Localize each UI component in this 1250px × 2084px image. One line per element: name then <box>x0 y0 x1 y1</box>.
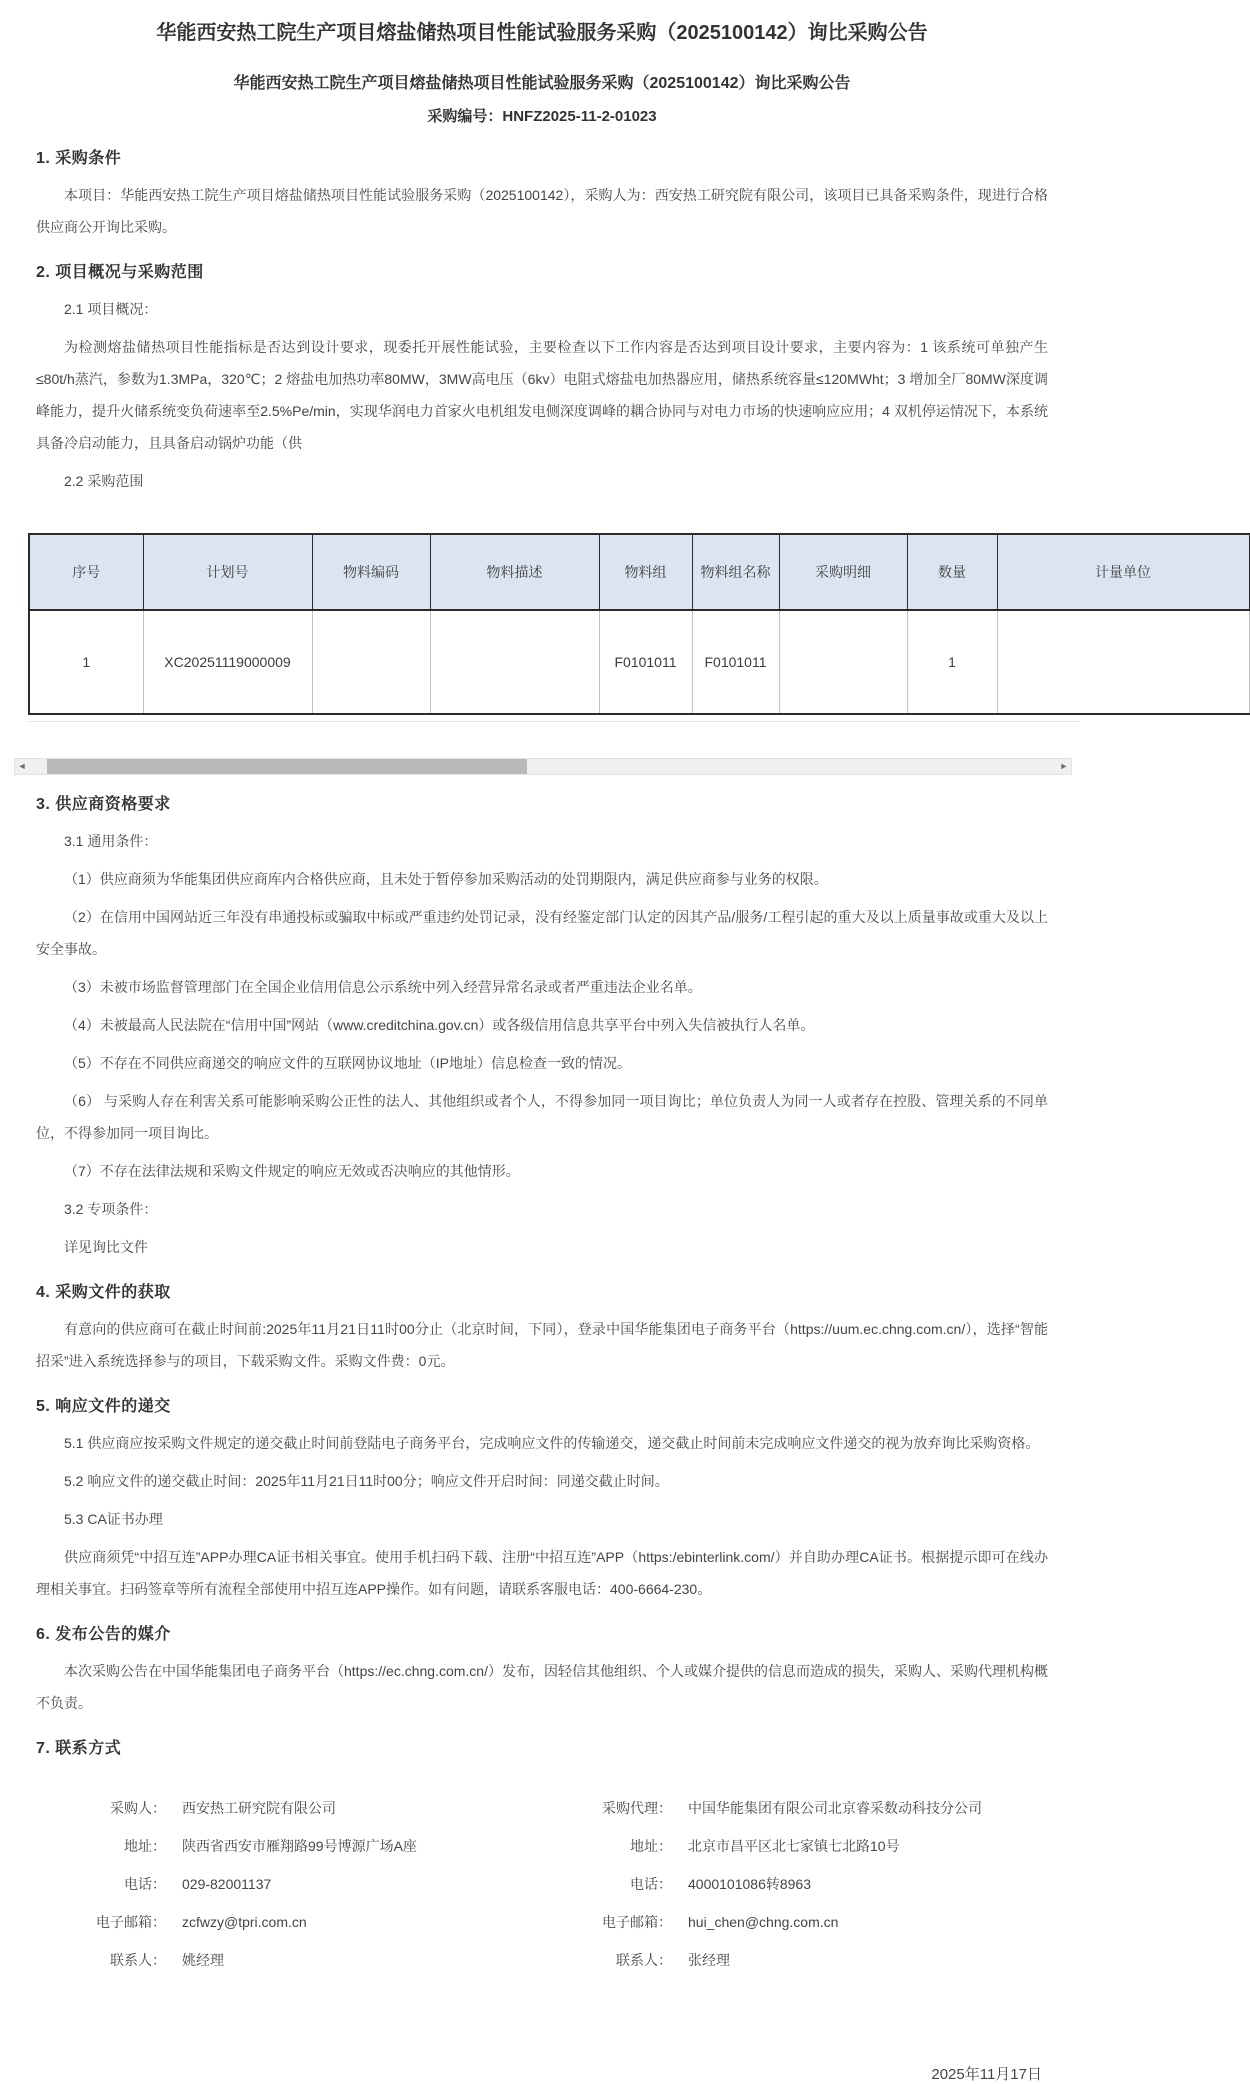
section3-sub1: 3.1 通用条件： <box>64 833 158 849</box>
agent-email-label: 电子邮箱： <box>602 1914 672 1930</box>
section3-sub2: 3.2 专项条件： <box>64 1201 158 1217</box>
contact-row-agent-phone <box>542 1865 1048 1903</box>
cell-unit <box>997 610 1249 714</box>
buyer-value: 西安热工研究院有限公司 <box>182 1800 336 1816</box>
section2-overview: 为检测熔盐储热项目性能指标是否达到设计要求，现委托开展性能试验，主要检查以下工作内容是否达到项目设计要求，主要内容为：1 该系统可单独产生≤80t/h蒸汽，参数为1.3MPa，320℃；2 熔盐电加热功率80MW，3MW高电压（6kv）电阻式熔盐电加热器应用，储热系统容量≤120MWht；3 增加全厂80MW深度调峰能力，提升火储系统变负荷速率至2.5%Pe/min，实现华润电力首家火电机组发电侧深度调峰的耦合协同与对电力市场的快速响应应用；4 双机停运情况下，本系统具备冷启动能力，且具备启动锅炉功能（供 <box>36 339 1048 451</box>
section2-sub2: 2.2 采购范围 <box>64 473 144 489</box>
clause-4: （4）未被最高人民法院在“信用中国”网站（www.creditchina.gov.cn）或各级信用信息共享平台中列入失信被执行人名单。 <box>64 1017 815 1033</box>
page-subtitle: 华能西安热工院生产项目熔盐储热项目性能试验服务采购（2025100142）询比采购公告 <box>233 75 851 92</box>
cell-material-code <box>312 610 430 714</box>
agent-person-value: 张经理 <box>688 1952 730 1968</box>
buyer-email-label: 电子邮箱： <box>96 1914 166 1930</box>
procurement-code: 采购编号：HNFZ2025-11-2-01023 <box>427 108 657 125</box>
clause-7: （7）不存在法律法规和采购文件规定的响应无效或否决响应的其他情形。 <box>64 1163 520 1179</box>
page-title: 华能西安热工院生产项目熔盐储热项目性能试验服务采购（2025100142）询比采购公告 <box>156 22 928 44</box>
section1-paragraph: 本项目：华能西安热工院生产项目熔盐储热项目性能试验服务采购（2025100142），采购人为：西安热工研究院有限公司，该项目已具备采购条件，现进行合格供应商公开询比采购。 <box>36 187 1048 235</box>
scope-table <box>28 533 1250 715</box>
cell-material-group-name: F0101011 <box>692 610 779 714</box>
buyer-email-value: zcfwzy@tpri.com.cn <box>182 1914 307 1930</box>
agent-address-label: 地址： <box>630 1838 672 1854</box>
section1-heading: 1. 采购条件 <box>36 150 122 167</box>
agent-value: 中国华能集团有限公司北京睿采数动科技分公司 <box>688 1800 982 1816</box>
agent-phone-value: 4000101086转8963 <box>688 1876 812 1892</box>
contact-row-buyer-email <box>36 1903 542 1941</box>
contact-row-buyer-phone <box>36 1865 542 1903</box>
clause-5: （5）不存在不同供应商递交的响应文件的互联网协议地址（IP地址）信息检查一致的情况。 <box>64 1055 632 1071</box>
contact-info <box>36 1789 1048 1979</box>
contact-row-agent-address <box>542 1827 1048 1865</box>
section6-paragraph: 本次采购公告在中国华能集团电子商务平台（https://ec.chng.com.cn/）发布，因轻信其他组织、个人或媒介提供的信息而造成的损失，采购人、采购代理机构概不负责。 <box>36 1663 1048 1711</box>
contact-row-agent <box>542 1789 1048 1827</box>
buyer-contact-column <box>36 1789 542 1979</box>
section5-p2: 5.2 响应文件的递交截止时间：2025年11月21日11时00分；响应文件开启时间：同递交截止时间。 <box>64 1473 669 1489</box>
section5-p3: 5.3 CA证书办理 <box>64 1511 163 1527</box>
section5-p1: 5.1 供应商应按采购文件规定的递交截止时间前登陆电子商务平台，完成响应文件的传输递交，递交截止时间前未完成响应文件递交的视为放弃询比采购资格。 <box>64 1435 1040 1451</box>
header-cell-quantity: 数量 <box>907 534 997 610</box>
horizontal-scrollbar[interactable] <box>14 758 1072 775</box>
cell-material-group: F0101011 <box>599 610 692 714</box>
header-cell-purchase-detail: 采购明细 <box>779 534 907 610</box>
table-header-row <box>29 534 1249 610</box>
announcement-page <box>0 18 1151 2083</box>
clause-1: （1）供应商须为华能集团供应商库内合格供应商，且未处于暂停参加采购活动的处罚期限内，满足供应商参与业务的权限。 <box>64 871 828 887</box>
section3-heading: 3. 供应商资格要求 <box>36 796 171 813</box>
agent-contact-column <box>542 1789 1048 1979</box>
contact-row-agent-person <box>542 1941 1048 1979</box>
header-cell-material-desc: 物料描述 <box>430 534 599 610</box>
buyer-address-label: 地址： <box>124 1838 166 1854</box>
cell-quantity: 1 <box>907 610 997 714</box>
section4-paragraph: 有意向的供应商可在截止时间前:2025年11月21日11时00分止（北京时间，下同），登录中国华能集团电子商务平台（https://uum.ec.chng.com.cn/），选择“智能招采”进入系统选择参与的项目，下载采购文件。采购文件费：0元。 <box>36 1321 1048 1369</box>
scope-table-zone <box>17 533 1151 775</box>
announcement-date: 2025年11月17日 <box>931 2066 1042 2083</box>
agent-phone-label: 电话： <box>630 1876 672 1892</box>
scroll-right-arrow-icon[interactable]: ► <box>1059 761 1069 771</box>
section7-heading: 7. 联系方式 <box>36 1740 122 1757</box>
section5-p4: 供应商须凭“中招互连”APP办理CA证书相关事宜。使用手机扫码下载、注册“中招互连”APP（https:/ebinterlink.com/）并自助办理CA证书。根据提示即可在线办理相关事宜。扫码签章等所有流程全部使用中招互连APP操作。如有问题，请联系客服电话：400-6664-230。 <box>36 1549 1048 1597</box>
agent-label: 采购代理： <box>602 1800 672 1816</box>
buyer-phone-value: 029-82001137 <box>182 1876 272 1892</box>
header-cell-material-group-name: 物料组名称 <box>692 534 779 610</box>
header-cell-unit: 计量单位 <box>997 534 1249 610</box>
agent-address-value: 北京市昌平区北七家镇七北路10号 <box>688 1838 900 1854</box>
contact-row-buyer <box>36 1789 542 1827</box>
agent-email-value: hui_chen@chng.com.cn <box>688 1914 839 1930</box>
header-cell-material-group: 物料组 <box>599 534 692 610</box>
scrollbar-track[interactable] <box>29 759 1057 774</box>
buyer-address-value: 陕西省西安市雁翔路99号博源广场A座 <box>182 1838 417 1854</box>
section2-heading: 2. 项目概况与采购范围 <box>36 264 204 281</box>
header-cell-seq: 序号 <box>29 534 143 610</box>
section5-heading: 5. 响应文件的递交 <box>36 1398 171 1415</box>
cell-plan-no: XC20251119000009 <box>143 610 312 714</box>
contact-row-buyer-address <box>36 1827 542 1865</box>
cell-seq: 1 <box>29 610 143 714</box>
section3-sub2-detail: 详见询比文件 <box>64 1239 148 1255</box>
section6-heading: 6. 发布公告的媒介 <box>36 1626 171 1643</box>
section2-sub1: 2.1 项目概况： <box>64 301 158 317</box>
buyer-phone-label: 电话： <box>124 1876 166 1892</box>
buyer-label: 采购人： <box>110 1800 166 1816</box>
cell-purchase-detail <box>779 610 907 714</box>
scrollbar-thumb[interactable] <box>47 759 527 774</box>
clause-2: （2）在信用中国网站近三年没有串通投标或骗取中标或严重违约处罚记录，没有经鉴定部门认定的因其产品/服务/工程引起的重大及以上质量事故或重大及以上安全事故。 <box>36 909 1048 957</box>
section4-heading: 4. 采购文件的获取 <box>36 1284 171 1301</box>
contact-row-buyer-person <box>36 1941 542 1979</box>
table-row <box>29 610 1249 714</box>
clause-6: （6） 与采购人存在利害关系可能影响采购公正性的法人、其他组织或者个人，不得参加同一项目询比；单位负责人为同一人或者存在控股、管理关系的不同单位，不得参加同一项目询比。 <box>36 1093 1048 1141</box>
agent-person-label: 联系人： <box>616 1952 672 1968</box>
buyer-person-label: 联系人： <box>110 1952 166 1968</box>
cell-material-desc <box>430 610 599 714</box>
header-cell-plan-no: 计划号 <box>143 534 312 610</box>
scope-table-scroll-area[interactable] <box>28 533 1151 722</box>
header-cell-material-code: 物料编码 <box>312 534 430 610</box>
scroll-left-arrow-icon[interactable]: ◄ <box>17 761 27 771</box>
contact-row-agent-email <box>542 1903 1048 1941</box>
buyer-person-value: 姚经理 <box>182 1952 224 1968</box>
clause-3: （3）未被市场监督管理部门在全国企业信用信息公示系统中列入经营异常名录或者严重违法企业名单。 <box>64 979 702 995</box>
